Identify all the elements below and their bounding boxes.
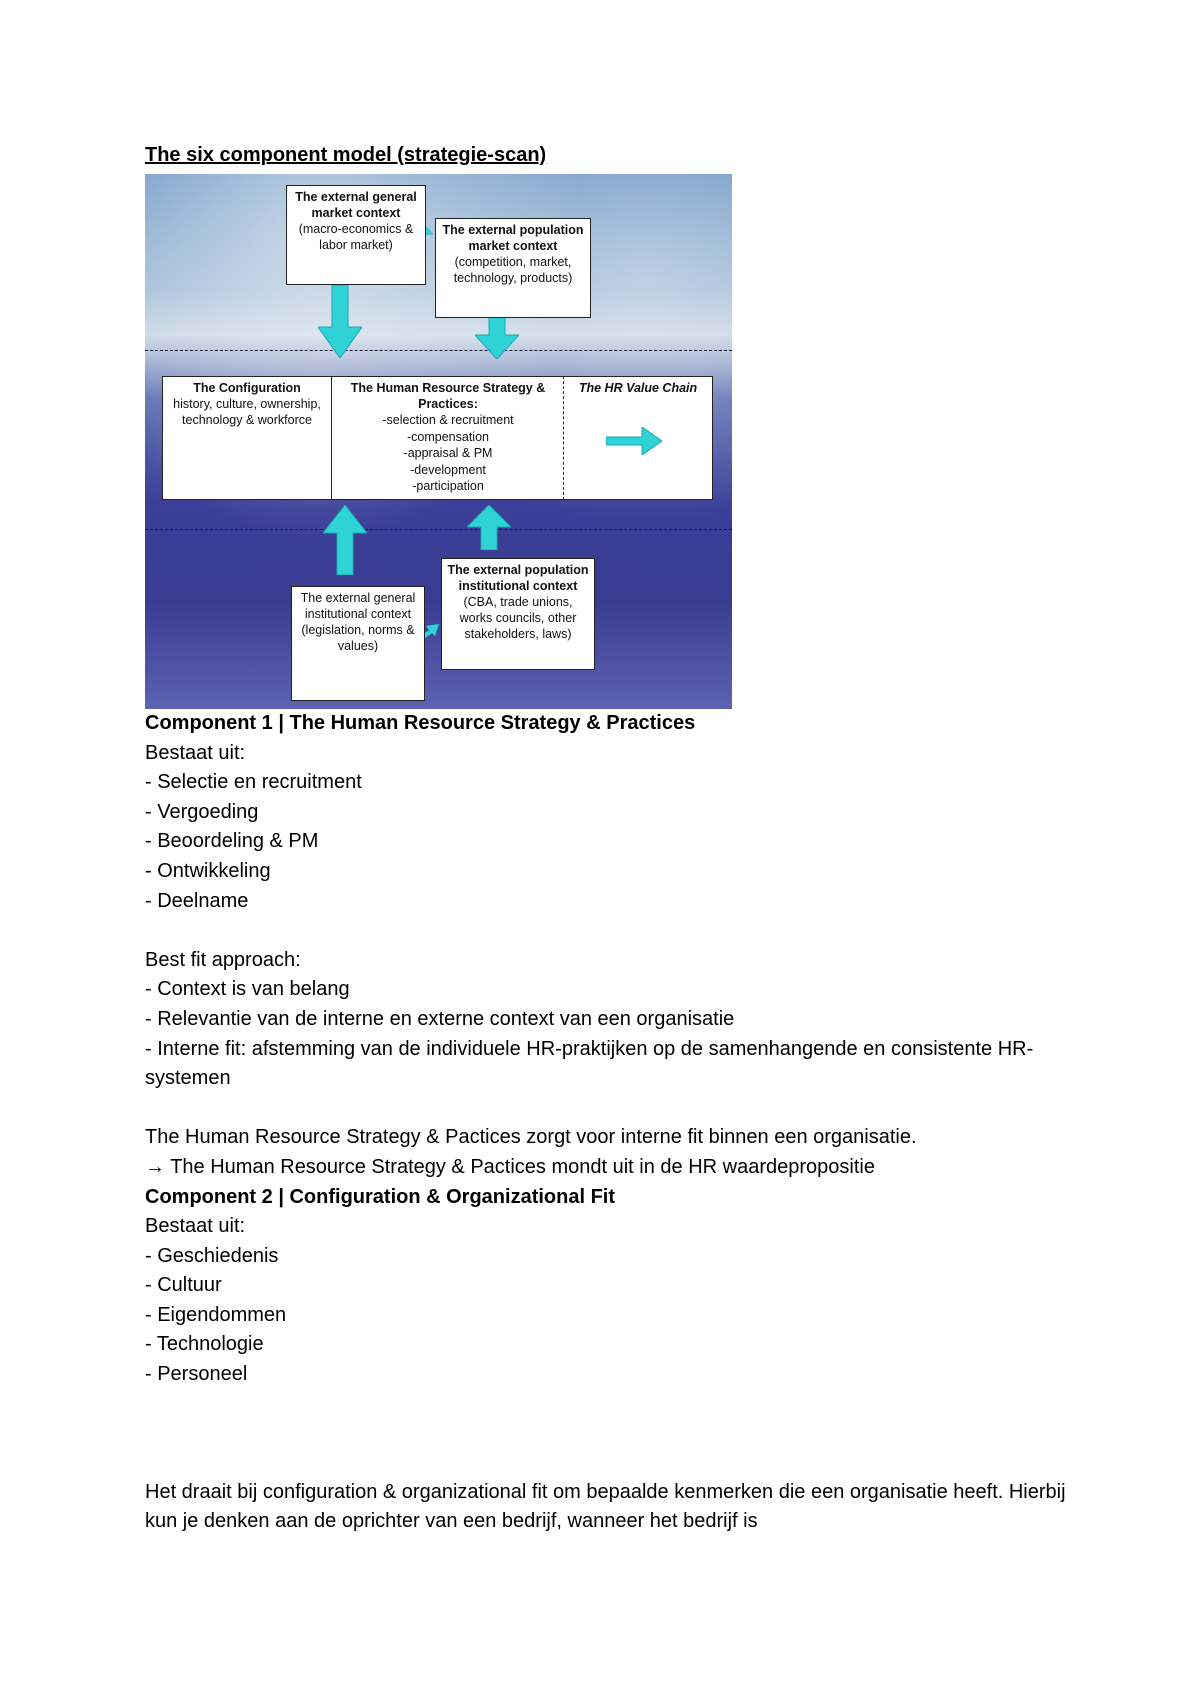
list-item: - Ontwikkeling [145, 859, 271, 882]
box-external-general-institutional-context [291, 586, 425, 701]
box-hr-value-chain [563, 376, 713, 500]
six-component-model-figure [145, 174, 732, 709]
conclusion-line-1: The Human Resource Strategy & Pactices zorgt voor interne fit binnen een organisatie. [145, 1126, 917, 1149]
box-title: The external population institutional context [447, 563, 589, 593]
component-2-paragraph: Het draait bij configuration & organizational fit om bepaalde kenmerken die een organisatie heeft. Hierbij kun je denken aan de oprichter van een bedrijf, wanneer het bedrijf is [145, 1480, 1066, 1533]
box-configuration [162, 376, 332, 500]
list-item: - Interne fit: afstemming van de individuele HR-praktijken op de samenhangende en consistente HR-systemen [145, 1037, 1034, 1090]
component-1-intro: Bestaat uit: [145, 741, 246, 764]
box-title: The external general institutional context [300, 591, 416, 621]
arrow-down-population-market-icon [475, 317, 519, 359]
list-item: - Relevantie van de interne en externe context van een organisatie [145, 1007, 735, 1030]
box-subtitle: (legislation, norms & values) [301, 623, 415, 653]
box-title: The HR Value Chain [578, 381, 698, 395]
box-title: The external general market context [295, 190, 417, 220]
arrow-up-general-institutional-icon [323, 505, 367, 575]
list-item: - Cultuur [145, 1274, 222, 1297]
dashed-divider-top [145, 350, 732, 351]
document-page [145, 142, 1085, 1537]
arrow-down-general-market-icon [318, 285, 362, 358]
list-item: - Eigendommen [145, 1303, 287, 1326]
box-external-general-market-context [286, 185, 426, 285]
component-2-heading: Component 2 | Configuration & Organizational Fit [145, 1185, 616, 1208]
box-subtitle: history, culture, ownership, technology & workforce [173, 397, 321, 427]
component-2-intro: Bestaat uit: [145, 1215, 246, 1238]
spacer [145, 916, 1085, 946]
box-subtitle: (macro-economics & labor market) [298, 222, 414, 252]
arrow-value-chain-right-icon [606, 427, 662, 455]
box-subtitle: -selection & recruitment -compensation -appraisal & PM -development -participation [382, 413, 514, 493]
list-item: - Vergoeding [145, 800, 259, 823]
spacer [145, 1094, 1085, 1124]
box-external-population-institutional-context [441, 558, 595, 670]
conclusion-line-2: → The Human Resource Strategy & Pactices mondt uit in de HR waardepropositie [145, 1155, 875, 1178]
list-item: - Technologie [145, 1333, 264, 1356]
box-title: The Configuration [193, 381, 301, 395]
component-2-section [145, 1183, 1085, 1537]
component-1-section [145, 709, 1085, 1183]
list-item: - Selectie en recruitment [145, 771, 362, 794]
best-fit-title: Best fit approach: [145, 948, 301, 971]
component-1-heading: Component 1 | The Human Resource Strategy & Practices [145, 712, 696, 734]
box-subtitle: (CBA, trade unions, works councils, other stakeholders, laws) [459, 595, 577, 641]
arrow-up-population-institutional-icon [467, 505, 511, 550]
box-external-population-market-context [435, 218, 591, 318]
box-subtitle: (competition, market, technology, products) [453, 255, 573, 285]
list-item: - Geschiedenis [145, 1244, 279, 1267]
document-title: The six component model (strategie-scan) [145, 144, 547, 166]
box-title: The Human Resource Strategy & Practices: [350, 381, 546, 411]
box-title: The external population market context [442, 223, 584, 253]
list-item: - Deelname [145, 889, 249, 912]
list-item: - Personeel [145, 1363, 248, 1386]
list-item: - Beoordeling & PM [145, 830, 319, 853]
list-item: - Context is van belang [145, 978, 350, 1001]
box-hr-strategy-practices [331, 376, 565, 500]
spacer [145, 1390, 1085, 1478]
dashed-divider-bottom [145, 529, 732, 530]
